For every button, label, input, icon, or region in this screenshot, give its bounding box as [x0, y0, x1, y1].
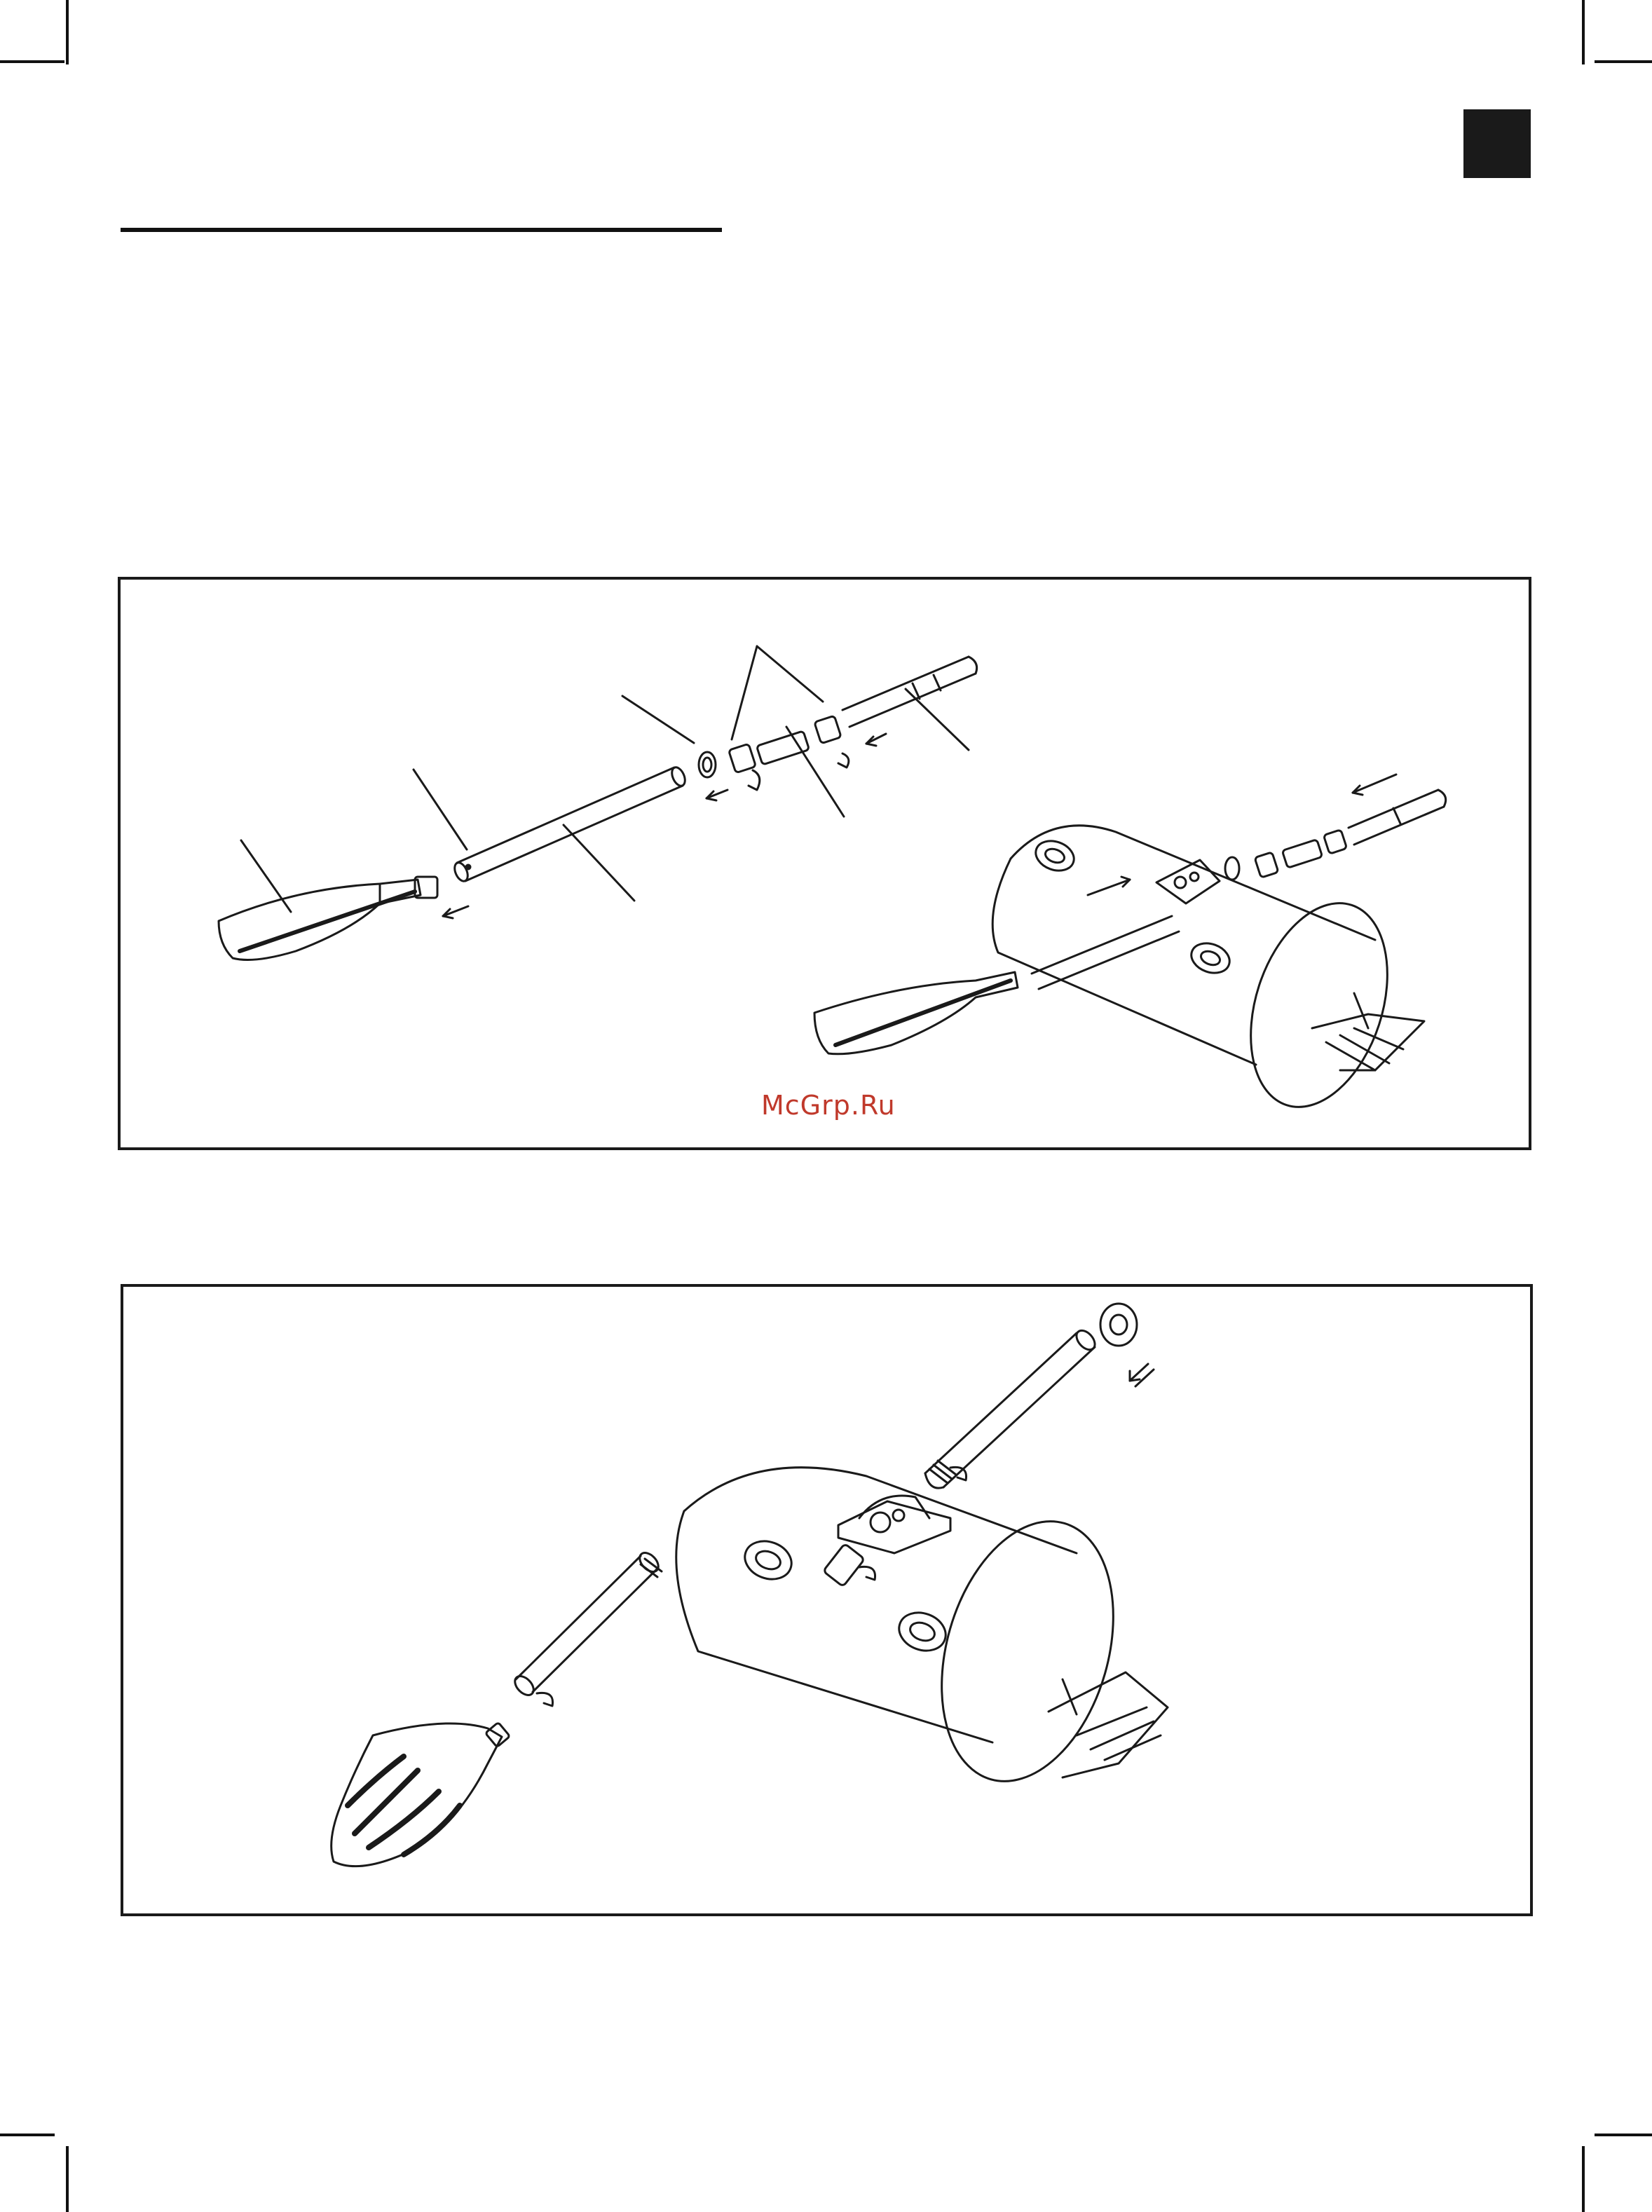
- figure-2-drawing: [123, 1287, 1536, 1919]
- figure-1-panel: [118, 577, 1531, 1150]
- paddle-blade-1: [219, 877, 437, 960]
- figure-2-panel: [121, 1284, 1533, 1916]
- mounted-paddle-1: [814, 916, 1179, 1054]
- crop-mark-bottom-left-v: [66, 2146, 69, 2212]
- oarlock-1: [1156, 860, 1220, 903]
- oarlock-2: [838, 1496, 950, 1553]
- grab-handle-1b: [1187, 938, 1234, 978]
- lower-shaft-2: [512, 1550, 662, 1699]
- crop-mark-top-right-v: [1582, 0, 1585, 64]
- right-parts-1: [1225, 790, 1446, 880]
- leader-lines-1: [241, 646, 969, 912]
- crop-mark-top-left-h: [0, 60, 64, 63]
- figure-1-drawing: [121, 580, 1534, 1153]
- rotation-arrows-2: [537, 1467, 967, 1706]
- heading-rule: [121, 228, 722, 232]
- arrows-1: [443, 734, 1396, 918]
- shaft-1: [452, 765, 688, 883]
- connector-sleeve-2: [823, 1543, 864, 1587]
- insert-arrow-2: [1130, 1364, 1154, 1386]
- grab-handle-2a: [739, 1535, 797, 1585]
- crop-mark-top-right-h: [1595, 60, 1652, 63]
- upper-shaft-2: [925, 1327, 1098, 1488]
- crop-mark-bottom-left-h: [0, 2134, 55, 2136]
- boat-tube-2: [676, 1468, 1168, 1802]
- grab-handle-1a: [1032, 836, 1078, 876]
- crop-mark-bottom-right-h: [1595, 2134, 1652, 2136]
- grab-handle-2b: [894, 1606, 951, 1657]
- ferrule-1: [728, 716, 841, 773]
- end-cap-2: [1100, 1304, 1137, 1346]
- watermark: McGrp.Ru: [761, 1090, 896, 1121]
- crop-mark-bottom-right-v: [1582, 2146, 1585, 2212]
- crop-mark-top-left-v: [66, 0, 69, 64]
- washer-1: [699, 752, 716, 777]
- paddle-blade-2: [332, 1722, 510, 1866]
- section-tab-marker: [1463, 109, 1531, 178]
